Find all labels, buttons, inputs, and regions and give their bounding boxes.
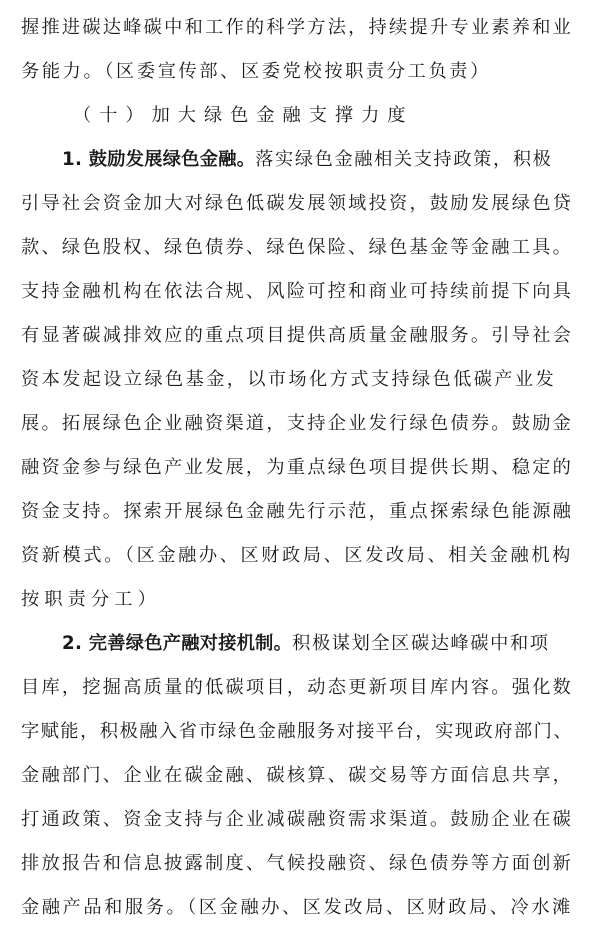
text-line bbox=[21, 666, 591, 710]
text-run: 按职责分工） bbox=[21, 589, 161, 610]
text-line bbox=[62, 138, 591, 182]
text-run: 字赋能，积极融入省市绿色金融服务对接平台，实现政府部门、 bbox=[21, 721, 574, 742]
text-run: 务能力。（区委宣传部、区委党校按职责分工负责） bbox=[21, 61, 491, 82]
text-run: 目库，挖掘高质量的低碳项目，动态更新项目库内容。强化数 bbox=[21, 677, 574, 698]
text-line bbox=[21, 534, 591, 578]
text-line bbox=[21, 886, 591, 930]
bold-heading-run: 2. 完善绿色产融对接机制。 bbox=[62, 633, 293, 654]
bold-heading-run: 1. 鼓励发展绿色金融。 bbox=[62, 149, 256, 170]
text-line bbox=[21, 446, 591, 490]
text-line bbox=[21, 6, 591, 50]
text-line bbox=[21, 50, 591, 94]
text-run: 融资金参与绿色产业发展，为重点绿色项目提供长期、稳定的 bbox=[21, 457, 574, 478]
text-line bbox=[21, 402, 591, 446]
text-run: 款、绿色股权、绿色债券、绿色保险、绿色基金等金融工具。 bbox=[21, 237, 574, 258]
text-run: 资本发起设立绿色基金，以市场化方式支持绿色低碳产业发 bbox=[21, 369, 557, 390]
text-line bbox=[21, 578, 591, 622]
text-line bbox=[21, 226, 591, 270]
text-run: 金融部门、企业在碳金融、碳核算、碳交易等方面信息共享， bbox=[21, 765, 574, 786]
text-run: （十）加大绿色金融支撑力度 bbox=[73, 105, 414, 126]
text-run: 资金支持。探索开展绿色金融先行示范，重点探索绿色能源融 bbox=[21, 501, 574, 522]
text-line bbox=[62, 622, 591, 666]
text-line bbox=[21, 358, 591, 402]
text-run: 资新模式。（区金融办、区财政局、区发改局、相关金融机构 bbox=[21, 545, 573, 566]
text-run: 落实绿色金融相关支持政策，积极 bbox=[255, 149, 553, 170]
text-line bbox=[21, 314, 591, 358]
text-run: 引导社会资金加大对绿色低碳发展领域投资，鼓励发展绿色贷 bbox=[21, 193, 574, 214]
text-run: 排放报告和信息披露制度、气候投融资、绿色债券等方面创新 bbox=[21, 853, 574, 874]
text-run: 积极谋划全区碳达峰碳中和项 bbox=[292, 633, 550, 654]
text-line bbox=[21, 182, 591, 226]
text-line bbox=[73, 94, 591, 138]
text-run: 展。拓展绿色企业融资渠道，支持企业发行绿色债券。鼓励金 bbox=[21, 413, 574, 434]
text-line bbox=[21, 490, 591, 534]
text-run: 有显著碳减排效应的重点项目提供高质量金融服务。引导社会 bbox=[21, 325, 574, 346]
text-line bbox=[21, 270, 591, 314]
text-run: 金融产品和服务。（区金融办、区发改局、区财政局、冷水滩 bbox=[21, 897, 573, 918]
text-run: 支持金融机构在依法合规、风险可控和商业可持续前提下向具 bbox=[21, 281, 574, 302]
text-line bbox=[21, 710, 591, 754]
text-run: 打通政策、资金支持与企业减碳融资需求渠道。鼓励企业在碳 bbox=[21, 809, 574, 830]
text-run: 握推进碳达峰碳中和工作的科学方法，持续提升专业素养和业 bbox=[21, 17, 574, 38]
text-line bbox=[21, 798, 591, 842]
text-line bbox=[21, 754, 591, 798]
